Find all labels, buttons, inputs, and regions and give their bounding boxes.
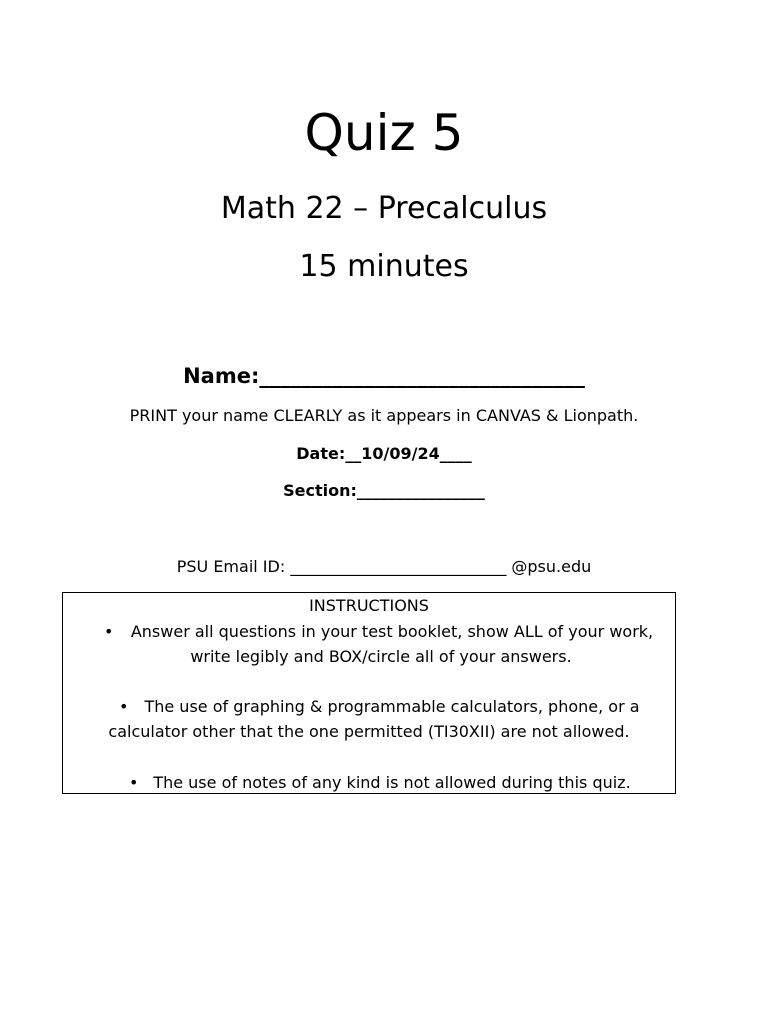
- bullet-icon: •: [104, 622, 114, 641]
- quiz-duration: 15 minutes: [299, 249, 469, 284]
- date-field: Date:__10/09/24____: [296, 444, 472, 463]
- print-name-note: PRINT your name CLEARLY as it appears in CANVAS & Lionpath.: [129, 406, 639, 425]
- quiz-title: Quiz 5: [304, 104, 464, 162]
- instruction-item-1-line-2: write legibly and BOX/circle all of your answers.: [190, 647, 572, 666]
- bullet-icon: •: [129, 773, 139, 792]
- email-field: PSU Email ID: ___________________________ @psu.edu: [176, 557, 592, 576]
- instructions-heading: INSTRUCTIONS: [309, 596, 429, 615]
- name-field: Name:_______________________________: [183, 364, 585, 388]
- instruction-item-2-line-2: calculator other that the one permitted (TI30XII) are not allowed.: [108, 722, 630, 741]
- instruction-item-1-line-1: Answer all questions in your test booklet, show ALL of your work,: [130, 622, 654, 641]
- section-field: Section:________________: [283, 481, 485, 500]
- instruction-item-2-line-1: The use of graphing & programmable calculators, phone, or a: [144, 697, 640, 716]
- instruction-item-3: The use of notes of any kind is not allowed during this quiz.: [153, 773, 631, 792]
- bullet-icon: •: [119, 697, 129, 716]
- instructions-box: [62, 592, 676, 794]
- course-name: Math 22 – Precalculus: [220, 191, 548, 226]
